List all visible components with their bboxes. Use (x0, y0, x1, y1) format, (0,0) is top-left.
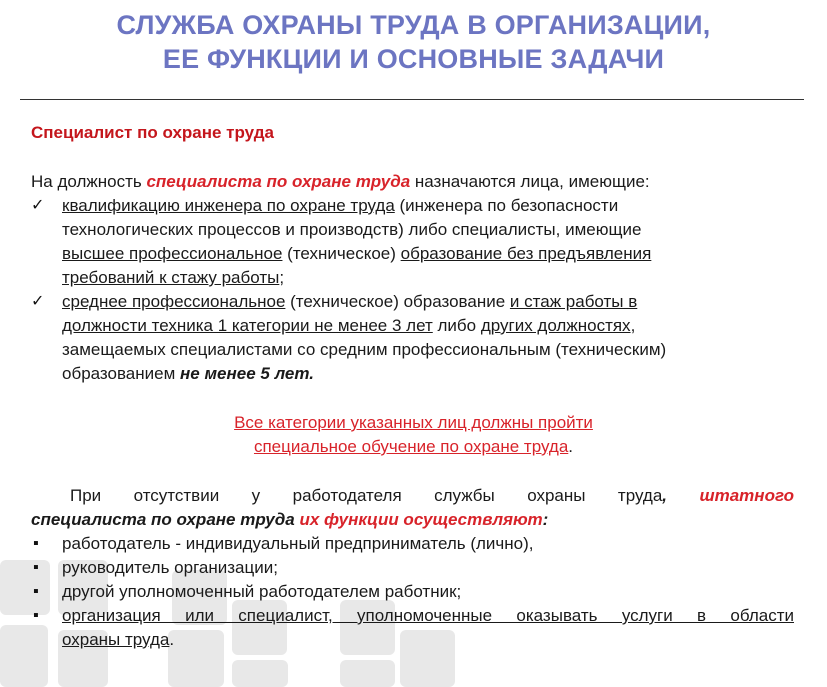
bullet-item-3: другой уполномоченный работодателем работник; (62, 582, 462, 601)
bullet-item-4-text-2: охраны труда (62, 630, 170, 649)
check-item-1-line-3 (62, 242, 651, 266)
intro-line (31, 170, 650, 194)
work-experience: и стаж работы в (509, 292, 638, 311)
bullet-item-4-period: . (169, 630, 175, 649)
check-item-2-technical: (техническое) образование (285, 292, 510, 311)
absence-colon: : (542, 510, 549, 529)
bullet-item-4-line-2 (62, 628, 174, 652)
education-without-requirements: образование без предъявления (400, 244, 652, 263)
absence-line-1 (70, 484, 794, 508)
higher-education: высшее профессиональное (62, 244, 283, 263)
training-notice-line-2 (0, 435, 827, 459)
check-item-2-line-1 (62, 290, 637, 314)
check-item-1-line-2: технологических процессов и производств) либо специалисты, имеющие (62, 220, 642, 239)
functions-emphasis: их функции осуществляют (299, 510, 543, 529)
intro-emphasis: специалиста по охране труда (146, 172, 411, 191)
title-line-1: СЛУЖБА ОХРАНЫ ТРУДА В ОРГАНИЗАЦИИ, (116, 10, 711, 40)
section-subheading: Специалист по охране труда (31, 123, 274, 142)
check-item-2-education: образованием (62, 364, 181, 383)
training-notice-line-1 (0, 411, 827, 435)
check-icon: ✓ (31, 293, 45, 310)
bullet-item-1: работодатель - индивидуальный предприниматель (лично), (62, 534, 534, 553)
training-notice-text-2: специальное обучение по охране труда (253, 437, 569, 456)
check-item-1-technical: (техническое) (282, 244, 401, 263)
check-item-1-text: (инженера по безопасности (394, 196, 619, 215)
page-title (0, 8, 827, 76)
check-item-2-comma: , (630, 316, 636, 335)
check-icon: ✓ (31, 197, 45, 214)
absence-comma: , (662, 486, 668, 505)
check-item-2-either: либо (432, 316, 481, 335)
training-notice-text-1: Все категории указанных лиц должны пройти (234, 413, 593, 432)
bullet-icon: ▪ (33, 607, 39, 624)
check-item-2-line-2 (62, 314, 635, 338)
bullet-icon: ▪ (33, 583, 39, 600)
other-positions: других должностях (480, 316, 631, 335)
training-notice-period: . (568, 437, 574, 456)
check-item-2-line-3: замещаемых специалистами со средним профессиональным (техническим) (62, 340, 667, 359)
staff-emphasis: штатного (699, 486, 794, 505)
technician-position: должности техника 1 категории не менее 3 лет (62, 316, 433, 335)
check-item-1-end: ; (279, 268, 285, 287)
experience-requirements: требований к стажу работы (62, 268, 280, 287)
bullet-icon: ▪ (33, 535, 39, 552)
title-line-2: ЕЕ ФУНКЦИИ И ОСНОВНЫЕ ЗАДАЧИ (162, 44, 665, 74)
specialist-emphasis: специалиста по охране труда (31, 510, 295, 529)
absence-line-2 (31, 508, 548, 532)
check-item-1-line-4 (62, 266, 284, 290)
intro-before: На должность (31, 172, 147, 191)
title-divider (20, 99, 804, 100)
qualification-engineer: квалификацию инженера по охране труда (62, 196, 395, 215)
min-five-years: не менее 5 лет. (180, 364, 314, 383)
absence-text: При отсутствии у работодателя службы охраны труда (70, 486, 663, 505)
bullet-icon: ▪ (33, 559, 39, 576)
bullet-item-4-text-1: организация или специалист, уполномоченные оказывать услуги в области (62, 606, 794, 625)
secondary-education: среднее профессиональное (62, 292, 286, 311)
bullet-item-2: руководитель организации; (62, 558, 278, 577)
check-item-1-line-1 (62, 194, 618, 218)
intro-after: назначаются лица, имеющие: (410, 172, 650, 191)
check-item-2-line-4 (62, 362, 314, 386)
bullet-item-4-line-1 (62, 604, 794, 628)
